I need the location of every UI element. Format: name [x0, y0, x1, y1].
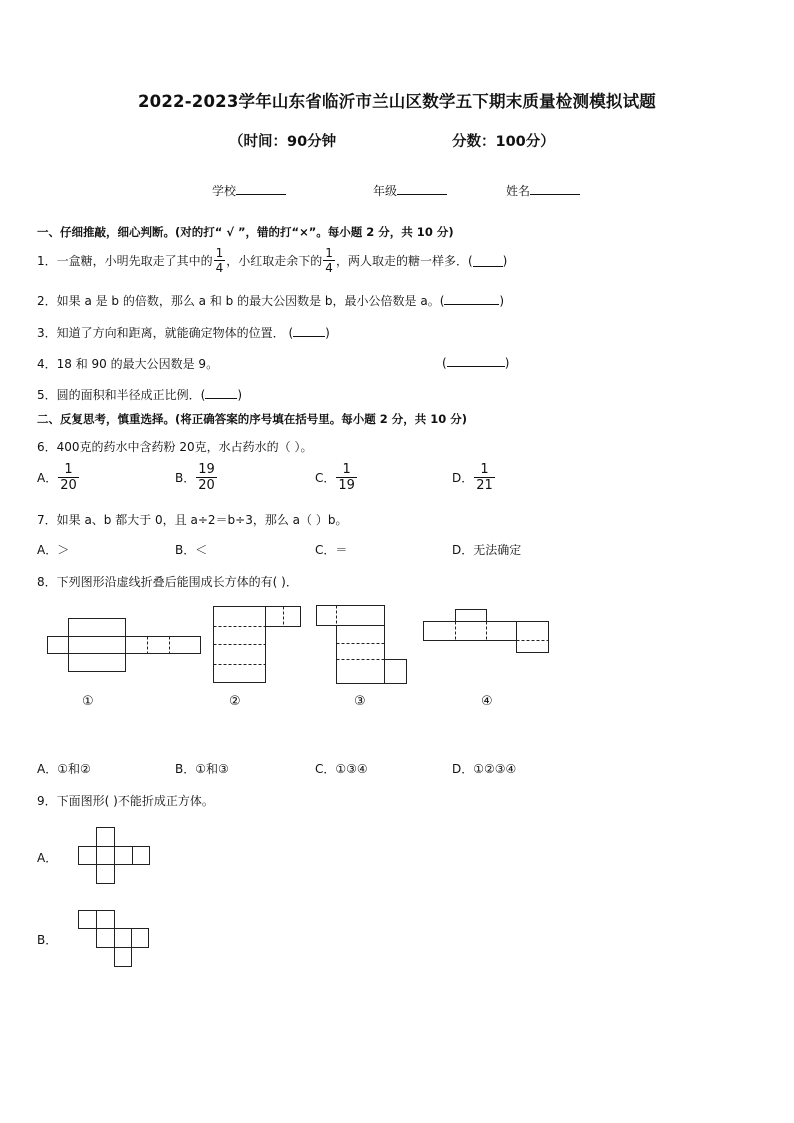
answer-blank[interactable]: [444, 293, 499, 305]
figure-label-2: ②: [229, 694, 241, 709]
grade-blank[interactable]: [397, 183, 447, 195]
question-6: 6．400克的药水中含药粉 20克，水占药水的（ ）。: [37, 440, 313, 454]
q9-option-a[interactable]: A．: [37, 851, 58, 865]
question-2: 2．如果 a 是 b 的倍数，那么 a 和 b 的最大公因数是 b，最小公倍数是 a。( ): [37, 294, 505, 308]
net-figure-4: [423, 609, 553, 657]
page-title: 2022-2023学年山东省临沂市兰山区数学五下期末质量检测模拟试题: [138, 92, 656, 111]
answer-blank[interactable]: [473, 255, 503, 267]
q6-option-a[interactable]: A． $\frac{1}{20}$: [37, 462, 77, 493]
question-5: 5．圆的面积和半径成正比例．( ): [37, 388, 243, 402]
fraction: $\frac{1}{20}$: [60, 462, 77, 493]
section2-heading: 二、反复思考，慎重选择。(将正确答案的序号填在括号里。每小题 2 分，共 10 分): [37, 412, 468, 426]
grade-field[interactable]: [373, 182, 447, 199]
net-figure-3: [316, 605, 410, 685]
q6-option-b[interactable]: B． $\frac{19}{20}$: [175, 462, 215, 493]
q7-option-d[interactable]: D．无法确定: [452, 543, 522, 557]
question-1: 1．一盒糖，小明先取走了其中的 $\frac{1}{4}$ ，小红取走余下的 $\frac{1}{4}$ ，两人取走的糖一样多．( ): [37, 246, 508, 275]
fraction: $\frac{1}{4}$: [325, 246, 333, 275]
cube-net-a: [78, 827, 152, 885]
section1-heading: 一、仔细推敲，细心判断。(对的打“ √ ”，错的打“×”。每小题 2 分，共 10 分): [37, 225, 454, 239]
q7-option-a[interactable]: A．＞: [37, 543, 70, 557]
q8-option-a[interactable]: A．①和②: [37, 762, 91, 776]
fraction: $\frac{1}{19}$: [338, 462, 355, 493]
answer-blank[interactable]: [293, 325, 325, 337]
figure-label-1: ①: [82, 694, 94, 709]
question-8: 8．下列图形沿虚线折叠后能围成长方体的有( )．: [37, 575, 298, 589]
q7-option-c[interactable]: C．＝: [315, 543, 348, 557]
q8-option-d[interactable]: D．①②③④: [452, 762, 517, 776]
question-4-answer: ( ): [442, 356, 510, 370]
q8-option-c[interactable]: C．①③④: [315, 762, 368, 776]
fraction: $\frac{19}{20}$: [198, 462, 215, 493]
q8-option-b[interactable]: B．①和③: [175, 762, 229, 776]
question-4: 4．18 和 90 的最大公因数是 9。: [37, 357, 219, 371]
name-label: 姓名: [506, 184, 531, 198]
name-field[interactable]: [506, 182, 580, 199]
cube-net-b: [78, 910, 152, 968]
grade-label: 年级: [373, 184, 398, 198]
question-7: 7．如果 a、b 都大于 0，且 a÷2＝b÷3，那么 a（ ）b。: [37, 513, 348, 527]
q6-option-c[interactable]: C． $\frac{1}{19}$: [315, 462, 355, 493]
answer-blank[interactable]: [205, 387, 237, 399]
score-label: 分数：100分）: [452, 134, 555, 150]
fraction: $\frac{1}{4}$: [215, 246, 224, 275]
q6-option-d[interactable]: D． $\frac{1}{21}$: [452, 462, 493, 493]
name-blank[interactable]: [530, 183, 580, 195]
figure-label-3: ③: [354, 694, 366, 709]
question-3: 3．知道了方向和距离，就能确定物体的位置． ( ): [37, 326, 330, 340]
school-field[interactable]: [212, 182, 286, 199]
figure-label-4: ④: [481, 694, 493, 709]
answer-blank[interactable]: [447, 355, 505, 367]
school-blank[interactable]: [236, 183, 286, 195]
net-figure-1: [47, 618, 202, 673]
net-figure-2: [213, 606, 303, 684]
school-label: 学校: [212, 184, 237, 198]
q7-option-b[interactable]: B．＜: [175, 543, 208, 557]
question-9: 9．下面图形( )不能折成正方体。: [37, 794, 214, 808]
q9-option-b[interactable]: B．: [37, 933, 58, 947]
time-label: （时间：90分钟: [229, 134, 337, 150]
fraction: $\frac{1}{21}$: [476, 462, 493, 493]
